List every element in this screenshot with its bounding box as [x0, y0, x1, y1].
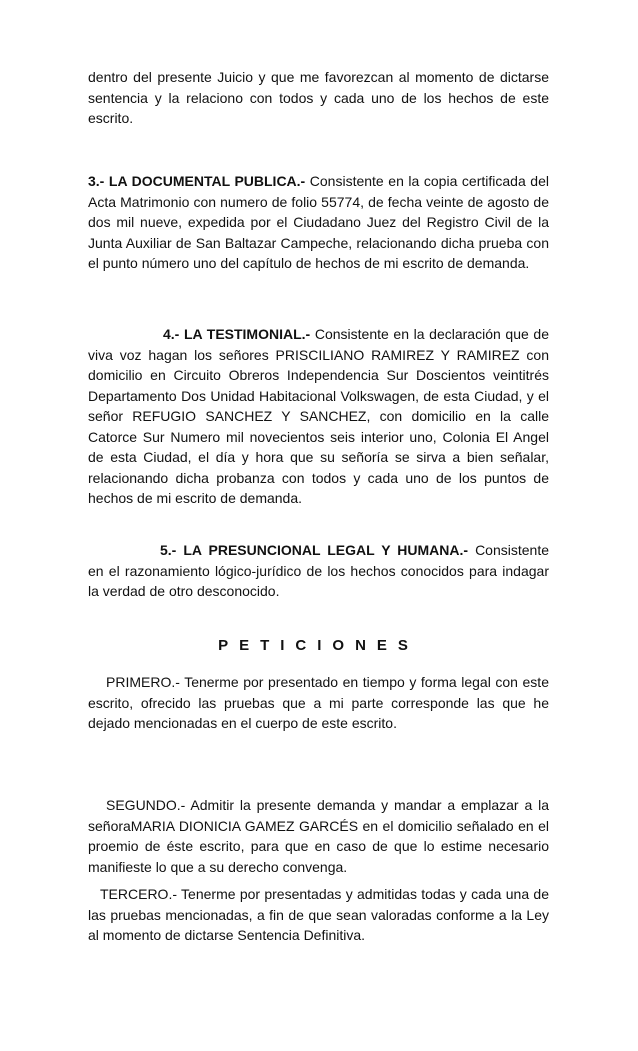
section-title-documental: 3.- LA DOCUMENTAL PUBLICA.- — [88, 173, 306, 189]
section-text-testimonial: Consistente en la declaración que de viva voz hagan los señores PRISCILIANO RAMIREZ Y RAMIREZ con domicilio en Circuito Obreros Independencia Sur Doscientos veintitrés Departamento Dos Unidad Habitacional Volkswagen, de esta Ciudad, y el señor REFUGIO SANCHEZ Y SANCHEZ, con domicilio en la calle Catorce Sur Numero mil novecientos seis interior uno, Colonia El Angel de esta Ciudad, el día y hora que su señoría se sirva a bien señalar, relacionando dicha probanza con todos y cada uno de los puntos de hechos de mi escrito de demanda. — [88, 326, 549, 506]
section-text-documental: Consistente en la copia certificada del Acta Matrimonio con numero de folio 55774, de fecha veinte de agosto de dos mil nueve, expedida por el Ciudadano Juez del Registro Civil de la Junta Auxiliar de San Baltazar Campeche, relacionando dicha prueba con el punto número uno del capítulo de hechos de mi escrito de demanda. — [88, 173, 549, 271]
section-text-presuncional: Consistente en el razonamiento lógico-jurídico de los hechos conocidos para indagar la verdad de otro desconocido. — [88, 542, 549, 599]
paragraph-primero: PRIMERO.- Tenerme por presentado en tiempo y forma legal con este escrito, ofrecido las pruebas que a mi parte corresponde las que he dejado mencionadas en el cuerpo de este escrito. — [88, 674, 549, 731]
paragraph-documental-publica — [88, 171, 549, 274]
paragraph-presuncional — [88, 540, 549, 602]
paragraph-testimonial — [88, 324, 549, 509]
paragraph-segundo: SEGUNDO.- Admitir la presente demanda y mandar a emplazar a la señoraMARIA DIONICIA GAMEZ GARCÉS en el domicilio señalado en el proemio de éste escrito, para que en caso de que lo estime necesario manifieste lo que a su derecho convenga. — [88, 797, 549, 875]
peticiones-heading: PETICIONES — [218, 637, 419, 654]
section-title-presuncional: 5.- LA PRESUNCIONAL LEGAL Y HUMANA.- — [160, 542, 469, 558]
paragraph-tercero: TERCERO.- Tenerme por presentadas y admitidas todas y cada una de las pruebas mencionadas, a fin de que sean valoradas conforme a la Ley al momento de dictarse Sentencia Definitiva. — [88, 886, 549, 943]
section-title-testimonial: 4.- LA TESTIMONIAL.- — [163, 326, 311, 342]
paragraph-intro: dentro del presente Juicio y que me favorezcan al momento de dictarse sentencia y la relaciono con todos y cada uno de los hechos de este escrito. — [88, 69, 549, 126]
